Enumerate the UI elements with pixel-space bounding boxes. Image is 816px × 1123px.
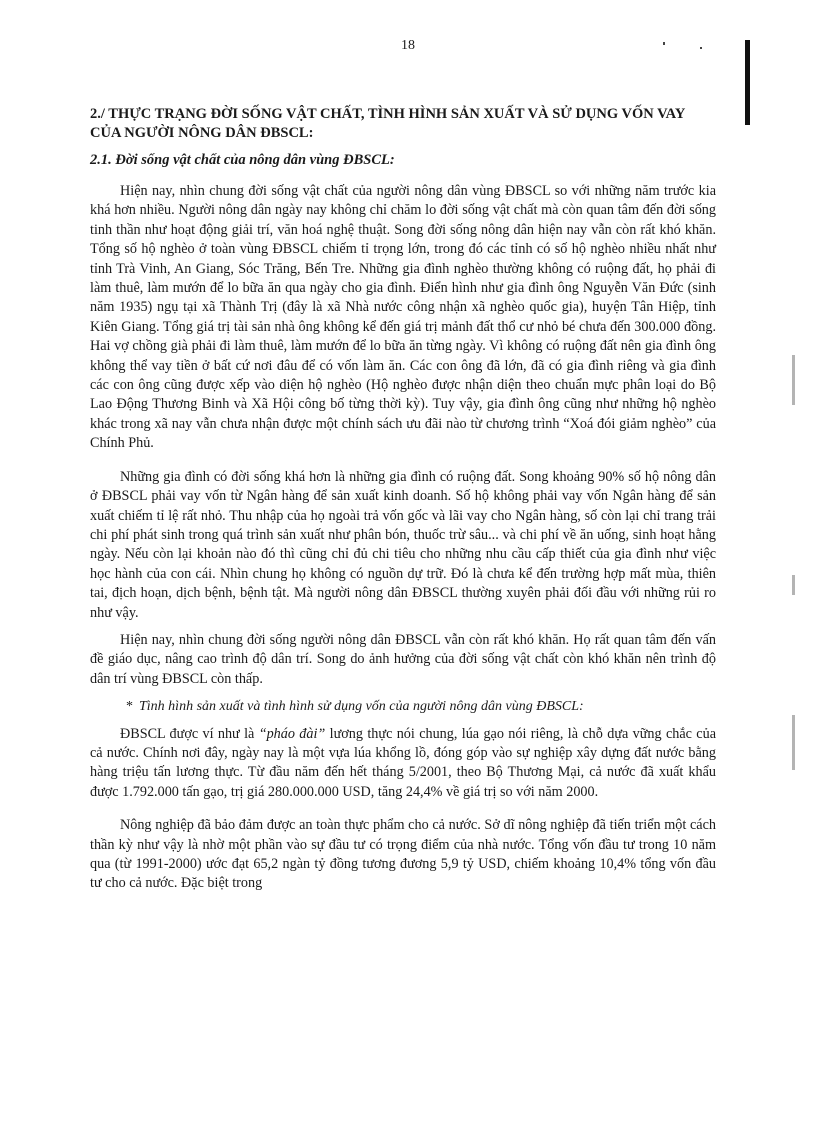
paragraph-rice-fortress	[90, 725, 716, 803]
page-number: 18	[401, 38, 415, 53]
production-subheading	[90, 697, 716, 716]
paragraph-living-conditions: Hiện nay, nhìn chung đời sống vật chất của người nông dân vùng ĐBSCL so với những năm trước kia khá hơn nhiều. Người nông dân ngày nay không chỉ chăm lo đời sống vật chất mà còn quan tâm đến đời sống tinh thần như hoạt động giải trí, văn hoá nghệ thuật. Song đời sống nông dân hiện nay vẫn còn rất khó khăn. Tổng số hộ nghèo ở toàn vùng ĐBSCL chiếm tỉ trọng lớn, trong đó các tỉnh có số hộ nghèo nhiều nhất như tỉnh Trà Vinh, An Giang, Sóc Trăng, Bến Tre. Những gia đình nghèo thường không có ruộng đất, họ phải đi làm thuê, làm mướn để lo bữa ăn qua ngày cho gia đình. Điển hình như gia đình ông Nguyễn Văn Đức (sinh năm 1935) ngụ tại xã Thành Trị (đây là xã Nhà nước công nhận xã nghèo quốc gia), huyện Tân Hiệp, tỉnh Kiên Giang. Tổng giá trị tài sản nhà ông không kể đến giá trị mảnh đất thổ cư nhỏ bé chưa đến 300.000 đồng. Hai vợ chồng già phải đi làm thuê, làm mướn để lo bữa ăn từng ngày. Vì không có ruộng đất nên gia đình ông không thể vay tiền ở bất cứ nơi đâu để có vốn làm ăn. Các con ông đã lớn, đã có gia đình riêng và gia đình các con ông cũng được xếp vào diện hộ nghèo (Hộ nghèo được nhận diện theo chuẩn mực phân loại do Bộ Lao Động Thương Binh và Xã Hội công bố từng thời kỳ). Tuy vậy, gia đình ông cũng như những hộ nghèo khác trong xã nay vẫn chưa nhận được một chính sách ưu đãi nào từ chương trình “Xoá đói giảm nghèo” của Chính Phủ.	[90, 183, 716, 452]
paragraph-agriculture-investment: Nông nghiệp đã bảo đảm được an toàn thực phẩm cho cả nước. Sở dĩ nông nghiệp đã tiến triển một cách thần kỳ như vậy là nhờ một phần vào sự đầu tư có trọng điểm của nhà nước. Tổng vốn đầu tư trong 10 năm qua (từ 1991-2000) ước đạt 65,2 ngàn tỷ đồng tương đương 5,9 tỷ USD, chiếm khoảng 10,4% tổng vốn đầu tư cho cả nước. Đặc biệt trong	[90, 817, 716, 892]
production-subheading-text: Tình hình sản xuất và tình hình sử dụng vốn của người nông dân vùng ĐBSCL:	[139, 699, 584, 715]
binding-mark	[745, 40, 750, 125]
phao-dai-quote: “pháo đài”	[258, 725, 326, 742]
scan-edge-noise	[792, 575, 795, 595]
paragraph-rice-fortress-end: lương thực nói chung, lúa gạo nói riêng, là chỗ dựa vững chắc của cả nước. Chính nơi đây, ngày nay là một vựa lúa khổng lồ, đóng góp vào sự nghiệp xây dựng đất nước bằng hàng triệu tấn lương thực. Từ đầu năm đến hết tháng 5/2001, theo Bộ Thương Mại, cả nước đã xuất khẩu được 1.792.000 tấn gạo, trị giá 280.000.000 USD, tăng 24,4% về giá trị so với năm 2000.	[90, 725, 716, 800]
paragraph-rice-fortress-start: ĐBSCL được ví như là	[120, 725, 259, 742]
section-heading: 2./ THỰC TRẠNG ĐỜI SỐNG VẬT CHẤT, TÌNH HÌNH SẢN XUẤT VÀ SỬ DỤNG VỐN VAY CỦA NGƯỜI NÔNG DÂN ĐBSCL:	[90, 106, 685, 141]
subsection-heading: 2.1. Đời sống vật chất của nông dân vùng ĐBSCL:	[90, 152, 395, 168]
scan-speck	[663, 42, 665, 45]
document-body	[90, 105, 716, 894]
paragraph-education: Hiện nay, nhìn chung đời sống người nông dân ĐBSCL vẫn còn rất khó khăn. Họ rất quan tâm đến vấn đề giáo dục, nâng cao trình độ dân trí. Song do ảnh hưởng của đời sống vật chất còn khó khăn nên trình độ dân trí vùng ĐBSCL còn thấp.	[90, 631, 716, 687]
scan-speck	[700, 47, 702, 49]
scan-edge-noise	[792, 715, 795, 770]
bullet-star: *	[126, 699, 133, 715]
scan-edge-noise	[792, 355, 795, 405]
paragraph-landowning-families: Những gia đình có đời sống khá hơn là những gia đình có ruộng đất. Song khoảng 90% số hộ nông dân ở ĐBSCL phải vay vốn từ Ngân hàng để sản xuất kinh doanh. Số hộ không phải vay vốn Ngân hàng để sản xuất chiếm tỉ lệ rất nhỏ. Thu nhập của họ ngoài trả vốn gốc và lãi vay cho Ngân hàng, số còn lại chỉ trang trải chi phí phát sinh trong quá trình sản xuất như phân bón, thuốc trừ sâu... và chi phí về ăn uống, sinh hoạt hằng ngày. Nếu còn lại khoản nào đó thì cũng chỉ đủ chi tiêu cho những nhu cầu cấp thiết của gia đình như việc học hành của con cái. Nhìn chung họ không có nguồn dự trữ. Đó là chưa kể đến trường hợp mất mùa, thiên tai, địch hoạn, dịch bệnh, bệnh tật. Mà người nông dân ĐBSCL thường xuyên phải đối đầu với những rủi ro như vậy.	[90, 468, 716, 621]
